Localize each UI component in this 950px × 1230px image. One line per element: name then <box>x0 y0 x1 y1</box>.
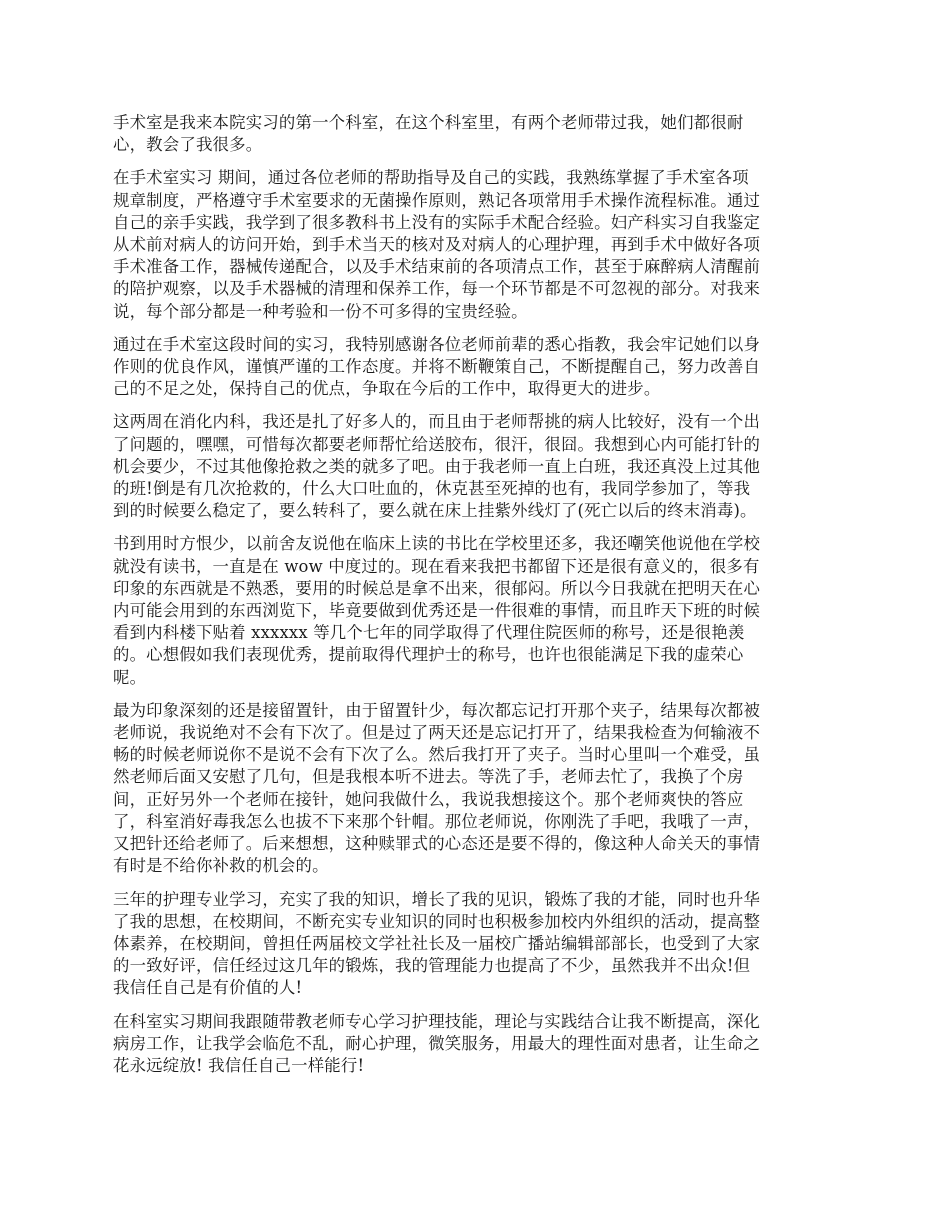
paragraph-3: 通过在手术室这段时间的实习，我特别感谢各位老师前辈的悉心指教，我会牢记她们以身 作则的优良作风，谨慎严谨的工作态度。并将不断鞭策自己，不断提醒自己，努力改善自 己的不足之处，保持自己的优点，争取在今后的工作中，取得更大的进步。 <box>113 334 761 399</box>
paragraph-6: 最为印象深刻的还是接留置针，由于留置针少，每次都忘记打开那个夹子，结果每次都被 老师说，我说绝对不会有下次了。但是过了两天还是忘记打开了，结果我检查为何输液不 畅的时候老师说你不是说不会有下次了么。然后我打开了夹子。当时心里叫一个难受，虽 然老师后面又安慰了几句，但是我根本听不进去。等洗了手，老师去忙了，我换了个房 间，正好另外一个老师在接针，她问我做什么，我说我想接这个。那个老师爽快的答应 了，科室消好毒我怎么也拔不下来那个针帽。那位老师说，你刚洗了手吧，我哦了一声， 又把针还给老师了。后来想想，这种赎罪式的心态还是要不得的，像这种人命关天的事情 有时是不给你补救的机会的。 <box>113 700 761 876</box>
paragraph-4: 这两周在消化内科，我还是扎了好多人的，而且由于老师帮挑的病人比较好，没有一个出 了问题的，嘿嘿，可惜每次都要老师帮忙给送胶布，很汗，很囧。我想到心内可能打针的 机会要少，不过其他像抢救之类的就多了吧。由于我老师一直上白班，我还真没上过其他 的班!倒是有几次抢救的，什么大口吐血的，休克甚至死掉的也有，我同学参加了，等我 到的时候要么稳定了，要么转科了，要么就在床上挂紫外线灯了(死亡以后的终末消毒)。 <box>113 412 761 521</box>
paragraph-2: 在手术室实习 期间，通过各位老师的帮助指导及自己的实践，我熟练掌握了手术室各项 规章制度，严格遵守手术室要求的无菌操作原则，熟记各项常用手术操作流程标准。通过 自己的亲手实践，我学到了很多教科书上没有的实际手术配合经验。妇产科实习自我鉴定 从术前对病人的访问开始，到手术当天的核对及对病人的心理护理，再到手术中做好各项 手术准备工作，器械传递配合，以及手术结束前的各项清点工作，甚至于麻醉病人清醒前 的陪护观察，以及手术器械的清理和保养工作，每一个环节都是不可忽视的部分。对我来 说，每个部分都是一种考验和一份不可多得的宝贵经验。 <box>113 168 761 321</box>
paragraph-7: 三年的护理专业学习，充实了我的知识，增长了我的见识，锻炼了我的才能，同时也升华 了我的思想，在校期间，不断充实专业知识的同时也积极参加校内外组织的活动，提高整 体素养，在校期间，曾担任两届校文学社社长及一届校广播站编辑部部长，也受到了大家 的一致好评，信任经过这几年的锻炼，我的管理能力也提高了不少，虽然我并不出众!但 我信任自己是有价值的人! <box>113 889 761 998</box>
document-body <box>113 112 839 1088</box>
paragraph-5: 书到用时方恨少，以前舍友说他在临床上读的书比在学校里还多，我还嘲笑他说他在学校 就没有读书，一直是在 wow 中度过的。现在看来我把书都留下还是很有意义的，很多有 印象的东西就是不熟悉，要用的时候总是拿不出来，很郁闷。所以今日我就在把明天在心 内可能会用到的东西浏览下，毕竟要做到优秀还是一件很难的事情，而且昨天下班的时候 看到内科楼下贴着 xxxxxx 等几个七年的同学取得了代理住院医师的称号，还是很艳羡 的。心想假如我们表现优秀，提前取得代理护士的称号，也许也很能满足下我的虚荣心 呢。 <box>113 534 761 687</box>
paragraph-1: 手术室是我来本院实习的第一个科室，在这个科室里，有两个老师带过我，她们都很耐 心，教会了我很多。 <box>113 113 744 155</box>
paragraph-8: 在科室实习期间我跟随带教老师专心学习护理技能，理论与实践结合让我不断提高，深化 病房工作，让我学会临危不乱，耐心护理，微笑服务，用最大的理性面对患者，让生命之 花永远绽放! 我信任自己一样能行! <box>113 1011 761 1075</box>
